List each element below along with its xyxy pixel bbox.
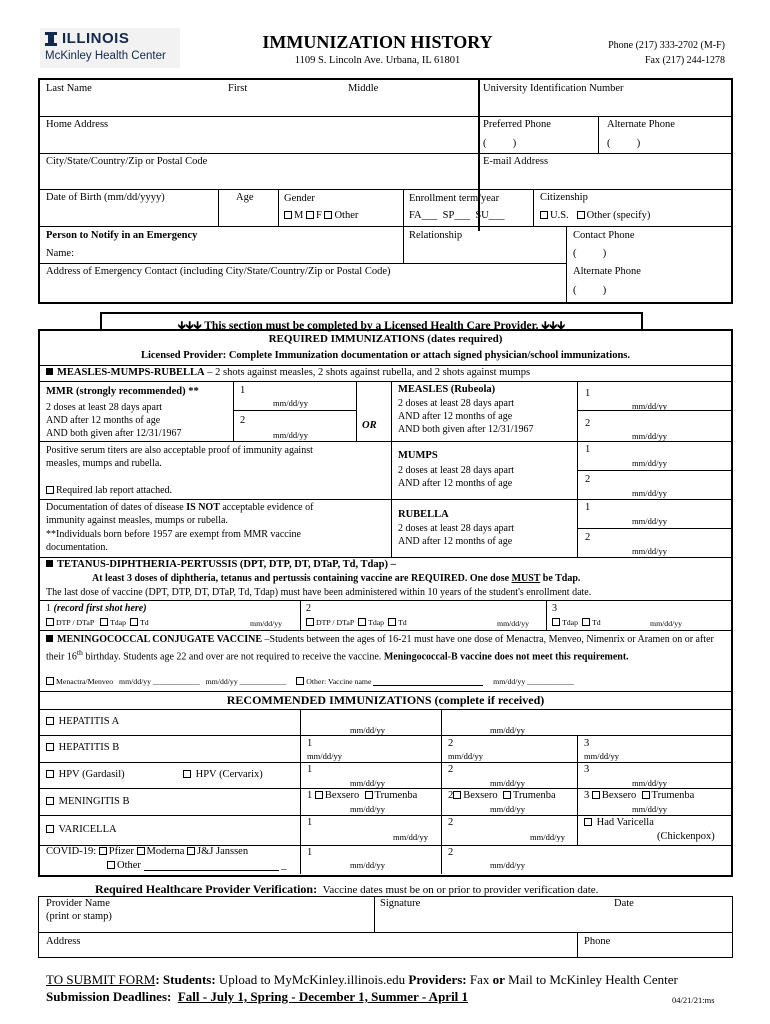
contact-phone-label: Contact Phone <box>573 230 635 241</box>
measles-title: MEASLES (Rubeola) <box>398 384 496 395</box>
mmr-dose-1-date[interactable]: mm/dd/yy <box>273 398 308 408</box>
provider-name-label: Provider Name <box>46 898 110 909</box>
menb-1-bexsero-checkbox[interactable] <box>315 791 323 799</box>
hpv-dose-1-date[interactable]: mm/dd/yy <box>350 778 385 788</box>
tdap-dose-1-label: 1 (record first shot here) <box>46 603 147 614</box>
citizenship-options: U.S. Other (specify) <box>540 210 650 221</box>
provider-phone-label: Phone <box>584 936 611 947</box>
mmr-rule-1: 2 doses at least 28 days apart <box>46 402 163 413</box>
mumps-dose-2-date[interactable]: mm/dd/yy <box>632 488 667 498</box>
measles-dose-1-date[interactable]: mm/dd/yy <box>632 401 667 411</box>
required-subheading: Licensed Provider: Complete Immunization documentation or attach signed physician/school immunizations. <box>140 350 631 361</box>
mmr-rule-3: AND both given after 12/31/1967 <box>46 428 182 439</box>
covid-other-row: Other _ <box>107 860 286 871</box>
age-label: Age <box>236 192 254 203</box>
name-field[interactable] <box>42 96 476 114</box>
hpv-dose-2: 2 <box>448 764 454 775</box>
rubella-rule-2: AND after 12 months of age <box>398 536 513 547</box>
email-label: E-mail Address <box>483 156 549 167</box>
emergency-name-label: Name: <box>46 248 74 259</box>
hpv-dose-3: 3 <box>584 764 590 775</box>
lab-report-checkbox[interactable] <box>46 486 54 494</box>
alternate-phone-field[interactable]: ( ) <box>607 138 641 149</box>
enrollment-label: Enrollment term/year <box>409 193 500 204</box>
meningococcal-text: MENINGOCOCCAL CONJUGATE VACCINE –Students between the ages of 16-21 must have one dose of Menactra, Menveo, Nimenrix or Aramen on or after their 16th birthday. Students age 22 and over are not required to receive the vaccine. Meningococcal-B vaccine does not meet this requirement. <box>46 634 714 663</box>
menactra-checkbox[interactable] <box>46 677 54 685</box>
hepa-dose-1-date[interactable]: mm/dd/yy <box>350 725 385 735</box>
tdap-dose-2-number: 2 <box>306 603 311 614</box>
header-address: 1109 S. Lincoln Ave. Urbana, IL 61801 <box>294 55 461 66</box>
preferred-phone-field[interactable]: ( ) <box>483 138 517 149</box>
varicella-row: VARICELLA <box>46 824 117 835</box>
covid-jj-checkbox[interactable] <box>187 847 195 855</box>
varicella-dose-2: 2 <box>448 817 454 828</box>
mmr-section-title: MEASLES-MUMPS-RUBELLA – 2 shots against measles, 2 shots against rubella, and 2 shots against mumps <box>46 367 530 378</box>
emergency-title: Person to Notify in an Emergency <box>46 230 198 241</box>
citizenship-other-checkbox[interactable] <box>577 211 585 219</box>
down-arrows-icon: 🡳🡳🡳 <box>541 319 566 332</box>
last-name-label: Last Name <box>46 83 92 94</box>
menb-dose-1: 1 Bexsero Trumenba <box>307 790 418 801</box>
header-phone: Phone (217) 333-2702 (M-F) <box>608 40 725 51</box>
varicella-checkbox[interactable] <box>46 825 54 833</box>
middle-name-label: Middle <box>348 83 379 94</box>
dose3-tdap-checkbox[interactable] <box>552 618 560 626</box>
gender-label: Gender <box>284 193 315 204</box>
emergency-address-label: Address of Emergency Contact (including City/State/Country/Zip or Postal Code) <box>46 266 391 277</box>
hepatitis-b-checkbox[interactable] <box>46 743 54 751</box>
mmr-dose-2-number: 2 <box>240 415 246 426</box>
covid-dose-2: 2 <box>448 847 454 858</box>
tdap-requirement: At least 3 doses of diphtheria, tetanus and pertussis containing vaccine are REQUIRED. One dose MUST be Tdap. <box>92 573 581 584</box>
tdap-last-dose-note: The last dose of vaccine (DPT, DTP, DT, DTaP, Td, Tdap) must have been administered within 10 years of the student's enrollment date. <box>46 587 592 598</box>
meningococcal-options: Menactra/Menveo mm/dd/yy ____________ mm/dd/yy ____________ Other: Vaccine name mm/dd/yy ____________ <box>46 677 574 686</box>
rubella-title: RUBELLA <box>398 509 449 520</box>
uin-label: University Identification Number <box>483 83 624 94</box>
uin-field[interactable] <box>482 96 730 114</box>
covid-other-checkbox[interactable] <box>107 861 115 869</box>
enrollment-options[interactable]: FA___ SP___ SU___ <box>409 210 505 221</box>
black-square-icon <box>46 368 53 375</box>
tdap-dose-3-date[interactable]: mm/dd/yy <box>650 619 683 628</box>
measles-rule-3: AND both given after 12/31/1967 <box>398 424 534 435</box>
meningitis-b-checkbox[interactable] <box>46 797 54 805</box>
mumps-dose-1-date[interactable]: mm/dd/yy <box>632 458 667 468</box>
tdap-dose-1-options: DTP / DTaP Tdap Td <box>46 618 149 627</box>
emergency-alt-phone-label: Alternate Phone <box>573 266 641 277</box>
dose2-td-checkbox[interactable] <box>388 618 396 626</box>
provider-address-label: Address <box>46 936 81 947</box>
dob-label: Date of Birth (mm/dd/yyyy) <box>46 192 165 203</box>
hepb-dose-1: 1 <box>307 738 313 749</box>
hpv-row: HPV (Gardasil) <box>46 769 125 780</box>
hepa-dose-2-date[interactable]: mm/dd/yy <box>490 725 525 735</box>
menb-dose-3: 3 Bexsero Trumenba <box>584 790 695 801</box>
preferred-phone-label: Preferred Phone <box>483 119 551 130</box>
print-stamp-label: (print or stamp) <box>46 911 112 922</box>
city-field[interactable] <box>42 169 476 187</box>
hepb-dose-1-date[interactable]: mm/dd/yy <box>307 751 342 761</box>
menactra-date-1: mm/dd/yy ____________ <box>119 677 200 686</box>
menactra-date-2: mm/dd/yy ____________ <box>205 677 287 686</box>
gender-other-checkbox[interactable] <box>324 211 332 219</box>
dose2-tdap-checkbox[interactable] <box>358 618 366 626</box>
rubella-rule-1: 2 doses at least 28 days apart <box>398 523 515 534</box>
revision-code: 04/21/21:ms <box>672 995 715 1005</box>
had-varicella-checkbox[interactable] <box>584 818 592 826</box>
tdap-dose-2-date[interactable]: mm/dd/yy <box>497 619 530 628</box>
covid-dose-1: 1 <box>307 847 313 858</box>
hpv-cervarix-option: HPV (Cervarix) <box>183 769 263 780</box>
covid-pfizer-checkbox[interactable] <box>99 847 107 855</box>
dose1-td-checkbox[interactable] <box>130 618 138 626</box>
page-title: IMMUNIZATION HISTORY <box>262 32 493 52</box>
mmr-dose-2-date[interactable]: mm/dd/yy <box>273 430 308 440</box>
dose1-dtp-checkbox[interactable] <box>46 618 54 626</box>
menb-dose-1-date[interactable]: mm/dd/yy <box>350 804 385 814</box>
mmr-rule-2: AND after 12 months of age <box>46 415 161 426</box>
born-before-text: **Individuals born before 1957 are exempt from MMR vaccine documentation. <box>46 529 301 553</box>
submission-deadlines: Submission Deadlines: Fall - July 1, Spring - December 1, Summer - April 1 <box>46 989 469 1004</box>
dose1-tdap-checkbox[interactable] <box>100 618 108 626</box>
or-label: OR <box>362 420 377 431</box>
menb-2-trumenba-checkbox[interactable] <box>503 791 511 799</box>
other-vaccine-checkbox[interactable] <box>296 677 304 685</box>
logo-wordmark: ILLINOIS <box>62 30 130 47</box>
email-field[interactable] <box>482 169 730 187</box>
black-square-icon <box>46 560 53 567</box>
chickenpox-label: (Chickenpox) <box>657 831 715 842</box>
tdap-title: TETANUS-DIPHTHERIA-PERTUSSIS (DPT, DTP, DT, DTaP, Td, Tdap) – <box>46 559 396 570</box>
covid-dose-1-date[interactable]: mm/dd/yy <box>350 860 385 870</box>
tdap-dose-3-number: 3 <box>552 603 557 614</box>
contact-phone-field[interactable]: ( ) <box>573 248 607 259</box>
citizenship-us-checkbox[interactable] <box>540 211 548 219</box>
alternate-phone-label: Alternate Phone <box>607 119 675 130</box>
measles-rule-2: AND after 12 months of age <box>398 411 513 422</box>
menb-1-trumenba-checkbox[interactable] <box>365 791 373 799</box>
home-address-field[interactable] <box>42 132 476 150</box>
hepatitis-a-checkbox[interactable] <box>46 717 54 725</box>
gender-options: M F Other <box>284 210 358 221</box>
emergency-alt-phone-field[interactable]: ( ) <box>573 285 607 296</box>
hpv-cervarix-checkbox[interactable] <box>183 770 191 778</box>
dose3-td-checkbox[interactable] <box>582 618 590 626</box>
mumps-rule-2: AND after 12 months of age <box>398 478 513 489</box>
date-label: Date <box>614 898 634 909</box>
hpv-dose-3-date[interactable]: mm/dd/yy <box>632 778 667 788</box>
measles-rule-1: 2 doses at least 28 days apart <box>398 398 515 409</box>
titer-text: Positive serum titers are also acceptable proof of immunity against measles, mumps and rubella. <box>46 445 313 469</box>
relationship-label: Relationship <box>409 230 463 241</box>
menb-3-trumenba-checkbox[interactable] <box>642 791 650 799</box>
mmr-dose-1-number: 1 <box>240 385 246 396</box>
varicella-dose-1: 1 <box>307 817 313 828</box>
tdap-dose-3-options: Tdap Td <box>552 618 601 627</box>
mumps-title: MUMPS <box>398 450 438 461</box>
rubella-dose-1-number: 1 <box>585 502 591 513</box>
hepb-dose-3: 3 <box>584 738 590 749</box>
covid-dose-2-date[interactable]: mm/dd/yy <box>490 860 525 870</box>
hepatitis-a-row: HEPATITIS A <box>46 716 119 727</box>
covid-moderna-checkbox[interactable] <box>137 847 145 855</box>
logo-subtitle: McKinley Health Center <box>45 50 166 62</box>
city-label: City/State/Country/Zip or Postal Code <box>46 156 208 167</box>
mmr-title: MMR (strongly recommended) ** <box>46 386 199 397</box>
lab-report-option: Required lab report attached. <box>46 485 172 496</box>
hepb-dose-2: 2 <box>448 738 454 749</box>
mumps-dose-2-number: 2 <box>585 474 591 485</box>
had-varicella-option: Had Varicella <box>584 817 654 828</box>
recommended-heading: RECOMMENDED IMMUNIZATIONS (complete if received) <box>226 693 545 707</box>
menb-dose-2-date[interactable]: mm/dd/yy <box>490 804 525 814</box>
measles-dose-2-number: 2 <box>585 418 591 429</box>
varicella-dose-2-date[interactable]: mm/dd/yy <box>530 832 565 842</box>
dose2-dtp-checkbox[interactable] <box>306 618 314 626</box>
other-vaccine-date: mm/dd/yy ____________ <box>493 677 574 686</box>
hepb-dose-2-date[interactable]: mm/dd/yy <box>448 751 483 761</box>
first-name-label: First <box>228 83 248 94</box>
header-fax: Fax (217) 244-1278 <box>645 55 725 66</box>
meningitis-b-row: MENINGITIS B <box>46 796 130 807</box>
measles-dose-2-date[interactable]: mm/dd/yy <box>632 431 667 441</box>
tdap-dose-2-options: DTP / DTaP Tdap Td <box>306 618 407 627</box>
hpv-dose-2-date[interactable]: mm/dd/yy <box>490 778 525 788</box>
measles-dose-1-number: 1 <box>585 388 591 399</box>
menb-2-bexsero-checkbox[interactable] <box>453 791 461 799</box>
mumps-dose-1-number: 1 <box>585 444 591 455</box>
menb-3-bexsero-checkbox[interactable] <box>592 791 600 799</box>
tdap-dose-1-date[interactable]: mm/dd/yy <box>250 619 283 628</box>
hpv-gardasil-checkbox[interactable] <box>46 770 54 778</box>
mumps-rule-1: 2 doses at least 28 days apart <box>398 465 515 476</box>
black-square-icon <box>46 635 53 642</box>
disease-doc-text: Documentation of dates of disease IS NOT acceptable evidence of immunity against measles, mumps or rubella. <box>46 502 314 526</box>
block-i-logo-icon <box>45 32 57 46</box>
menb-dose-2: 2 Bexsero Trumenba <box>448 790 556 801</box>
submit-instructions: TO SUBMIT FORM: Students: Upload to MyMcKinley.illinois.edu Providers: Fax or Mail to McKinley Health Center <box>46 972 678 987</box>
covid-row: COVID-19: Pfizer Moderna J&J Janssen <box>46 846 249 857</box>
hepatitis-b-row: HEPATITIS B <box>46 742 119 753</box>
required-heading: REQUIRED IMMUNIZATIONS (dates required) <box>268 333 503 345</box>
signature-label: Signature <box>380 898 421 909</box>
gender-m-checkbox[interactable] <box>284 211 292 219</box>
gender-f-checkbox[interactable] <box>306 211 314 219</box>
home-address-label: Home Address <box>46 119 109 130</box>
rubella-dose-1-date[interactable]: mm/dd/yy <box>632 516 667 526</box>
rubella-dose-2-number: 2 <box>585 532 591 543</box>
hpv-dose-1: 1 <box>307 764 313 775</box>
citizenship-label: Citizenship <box>540 192 588 203</box>
provider-banner: 🡳🡳🡳 This section must be completed by a Licensed Health Care Provider. 🡳🡳🡳 <box>102 317 641 336</box>
rubella-dose-2-date[interactable]: mm/dd/yy <box>632 546 667 556</box>
down-arrows-icon: 🡳🡳🡳 <box>177 319 202 332</box>
hepb-dose-3-date[interactable]: mm/dd/yy <box>584 751 619 761</box>
verification-heading: Required Healthcare Provider Verification: Vaccine dates must be on or prior to provider verification date. <box>95 882 599 896</box>
menb-dose-3-date[interactable]: mm/dd/yy <box>632 804 667 814</box>
varicella-dose-1-date[interactable]: mm/dd/yy <box>393 832 428 842</box>
